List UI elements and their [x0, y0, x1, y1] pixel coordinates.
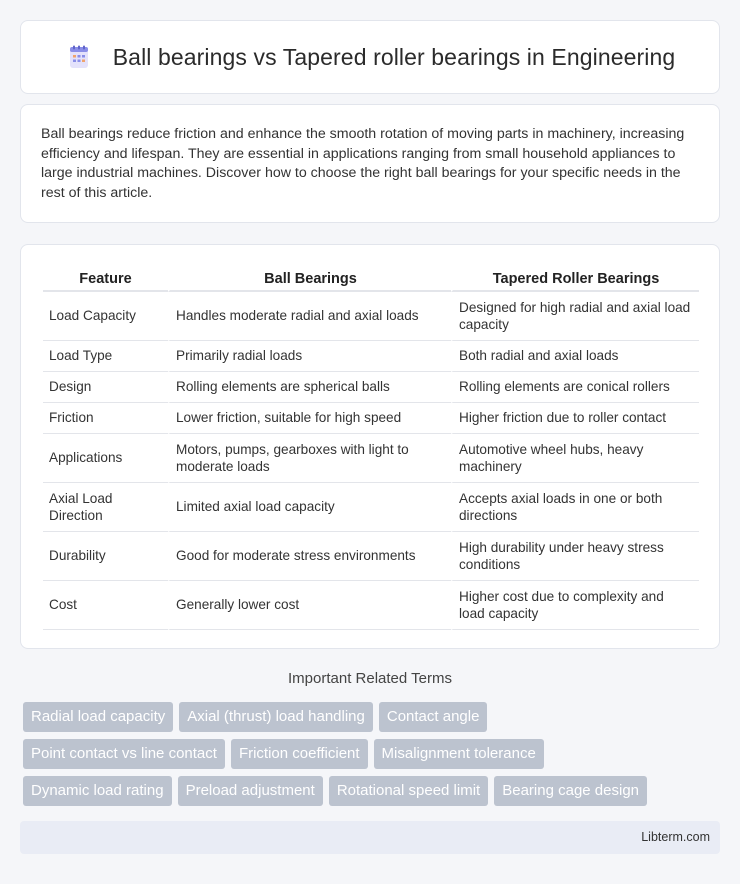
related-term-tag[interactable]: Friction coefficient	[231, 739, 368, 769]
table-cell: Both radial and axial loads	[451, 341, 699, 372]
related-term-tag[interactable]: Point contact vs line contact	[23, 739, 225, 769]
table-cell: Lower friction, suitable for high speed	[168, 403, 451, 434]
header-card	[20, 20, 720, 94]
related-terms-title: Important Related Terms	[288, 670, 452, 687]
table-row	[43, 483, 699, 532]
related-term-tag[interactable]: Dynamic load rating	[23, 776, 172, 806]
table-cell: Accepts axial loads in one or both directions	[451, 483, 699, 532]
table-cell: Cost	[43, 581, 168, 630]
table-cell: Load Capacity	[43, 292, 168, 341]
tag-row	[23, 702, 723, 732]
table-cell: Handles moderate radial and axial loads	[168, 292, 451, 341]
related-term-tag[interactable]: Rotational speed limit	[329, 776, 488, 806]
table-cell: Friction	[43, 403, 168, 434]
table-cell: Higher friction due to roller contact	[451, 403, 699, 434]
table-cell: Rolling elements are conical rollers	[451, 372, 699, 403]
table-cell: Axial Load Direction	[43, 483, 168, 532]
table-row	[43, 372, 699, 403]
tag-row	[23, 739, 723, 769]
table-cell: Designed for high radial and axial load capacity	[451, 292, 699, 341]
comparison-table-card	[20, 244, 720, 649]
related-term-tag[interactable]: Radial load capacity	[23, 702, 173, 732]
comparison-table	[43, 266, 699, 630]
table-row	[43, 532, 699, 581]
tag-row	[23, 776, 723, 806]
table-cell: Limited axial load capacity	[168, 483, 451, 532]
table-cell: Applications	[43, 434, 168, 483]
table-cell: Load Type	[43, 341, 168, 372]
table-row	[43, 403, 699, 434]
table-cell: Motors, pumps, gearboxes with light to moderate loads	[168, 434, 451, 483]
table-cell: Design	[43, 372, 168, 403]
table-row	[43, 341, 699, 372]
intro-card	[20, 104, 720, 223]
related-terms-list	[23, 702, 723, 813]
footer	[20, 821, 720, 854]
table-cell: Good for moderate stress environments	[168, 532, 451, 581]
table-cell: Automotive wheel hubs, heavy machinery	[451, 434, 699, 483]
related-term-tag[interactable]: Misalignment tolerance	[374, 739, 544, 769]
table-cell: Generally lower cost	[168, 581, 451, 630]
related-term-tag[interactable]: Preload adjustment	[178, 776, 323, 806]
column-header-tapered-roller-bearings: Tapered Roller Bearings	[451, 266, 699, 292]
table-row	[43, 581, 699, 630]
table-cell: Durability	[43, 532, 168, 581]
intro-paragraph: Ball bearings reduce friction and enhance the smooth rotation of moving parts in machinery, increasing efficiency and lifespan. They are essential in applications ranging from small household appliances to large industrial machines. Discover how to choose the right ball bearings for your specific needs in the rest of this article.	[41, 126, 685, 201]
column-header-ball-bearings: Ball Bearings	[168, 266, 451, 292]
table-cell: Rolling elements are spherical balls	[168, 372, 451, 403]
table-cell: High durability under heavy stress conditions	[451, 532, 699, 581]
document-icon	[65, 43, 93, 71]
table-row	[43, 434, 699, 483]
related-term-tag[interactable]: Axial (thrust) load handling	[179, 702, 373, 732]
footer-brand-link[interactable]: Libterm.com	[641, 830, 710, 844]
table-header-row	[43, 266, 699, 292]
table-row	[43, 292, 699, 341]
related-term-tag[interactable]: Bearing cage design	[494, 776, 647, 806]
table-cell: Primarily radial loads	[168, 341, 451, 372]
table-cell: Higher cost due to complexity and load capacity	[451, 581, 699, 630]
column-header-feature: Feature	[43, 266, 168, 292]
related-term-tag[interactable]: Contact angle	[379, 702, 488, 732]
page-title: Ball bearings vs Tapered roller bearings in Engineering	[112, 43, 676, 70]
